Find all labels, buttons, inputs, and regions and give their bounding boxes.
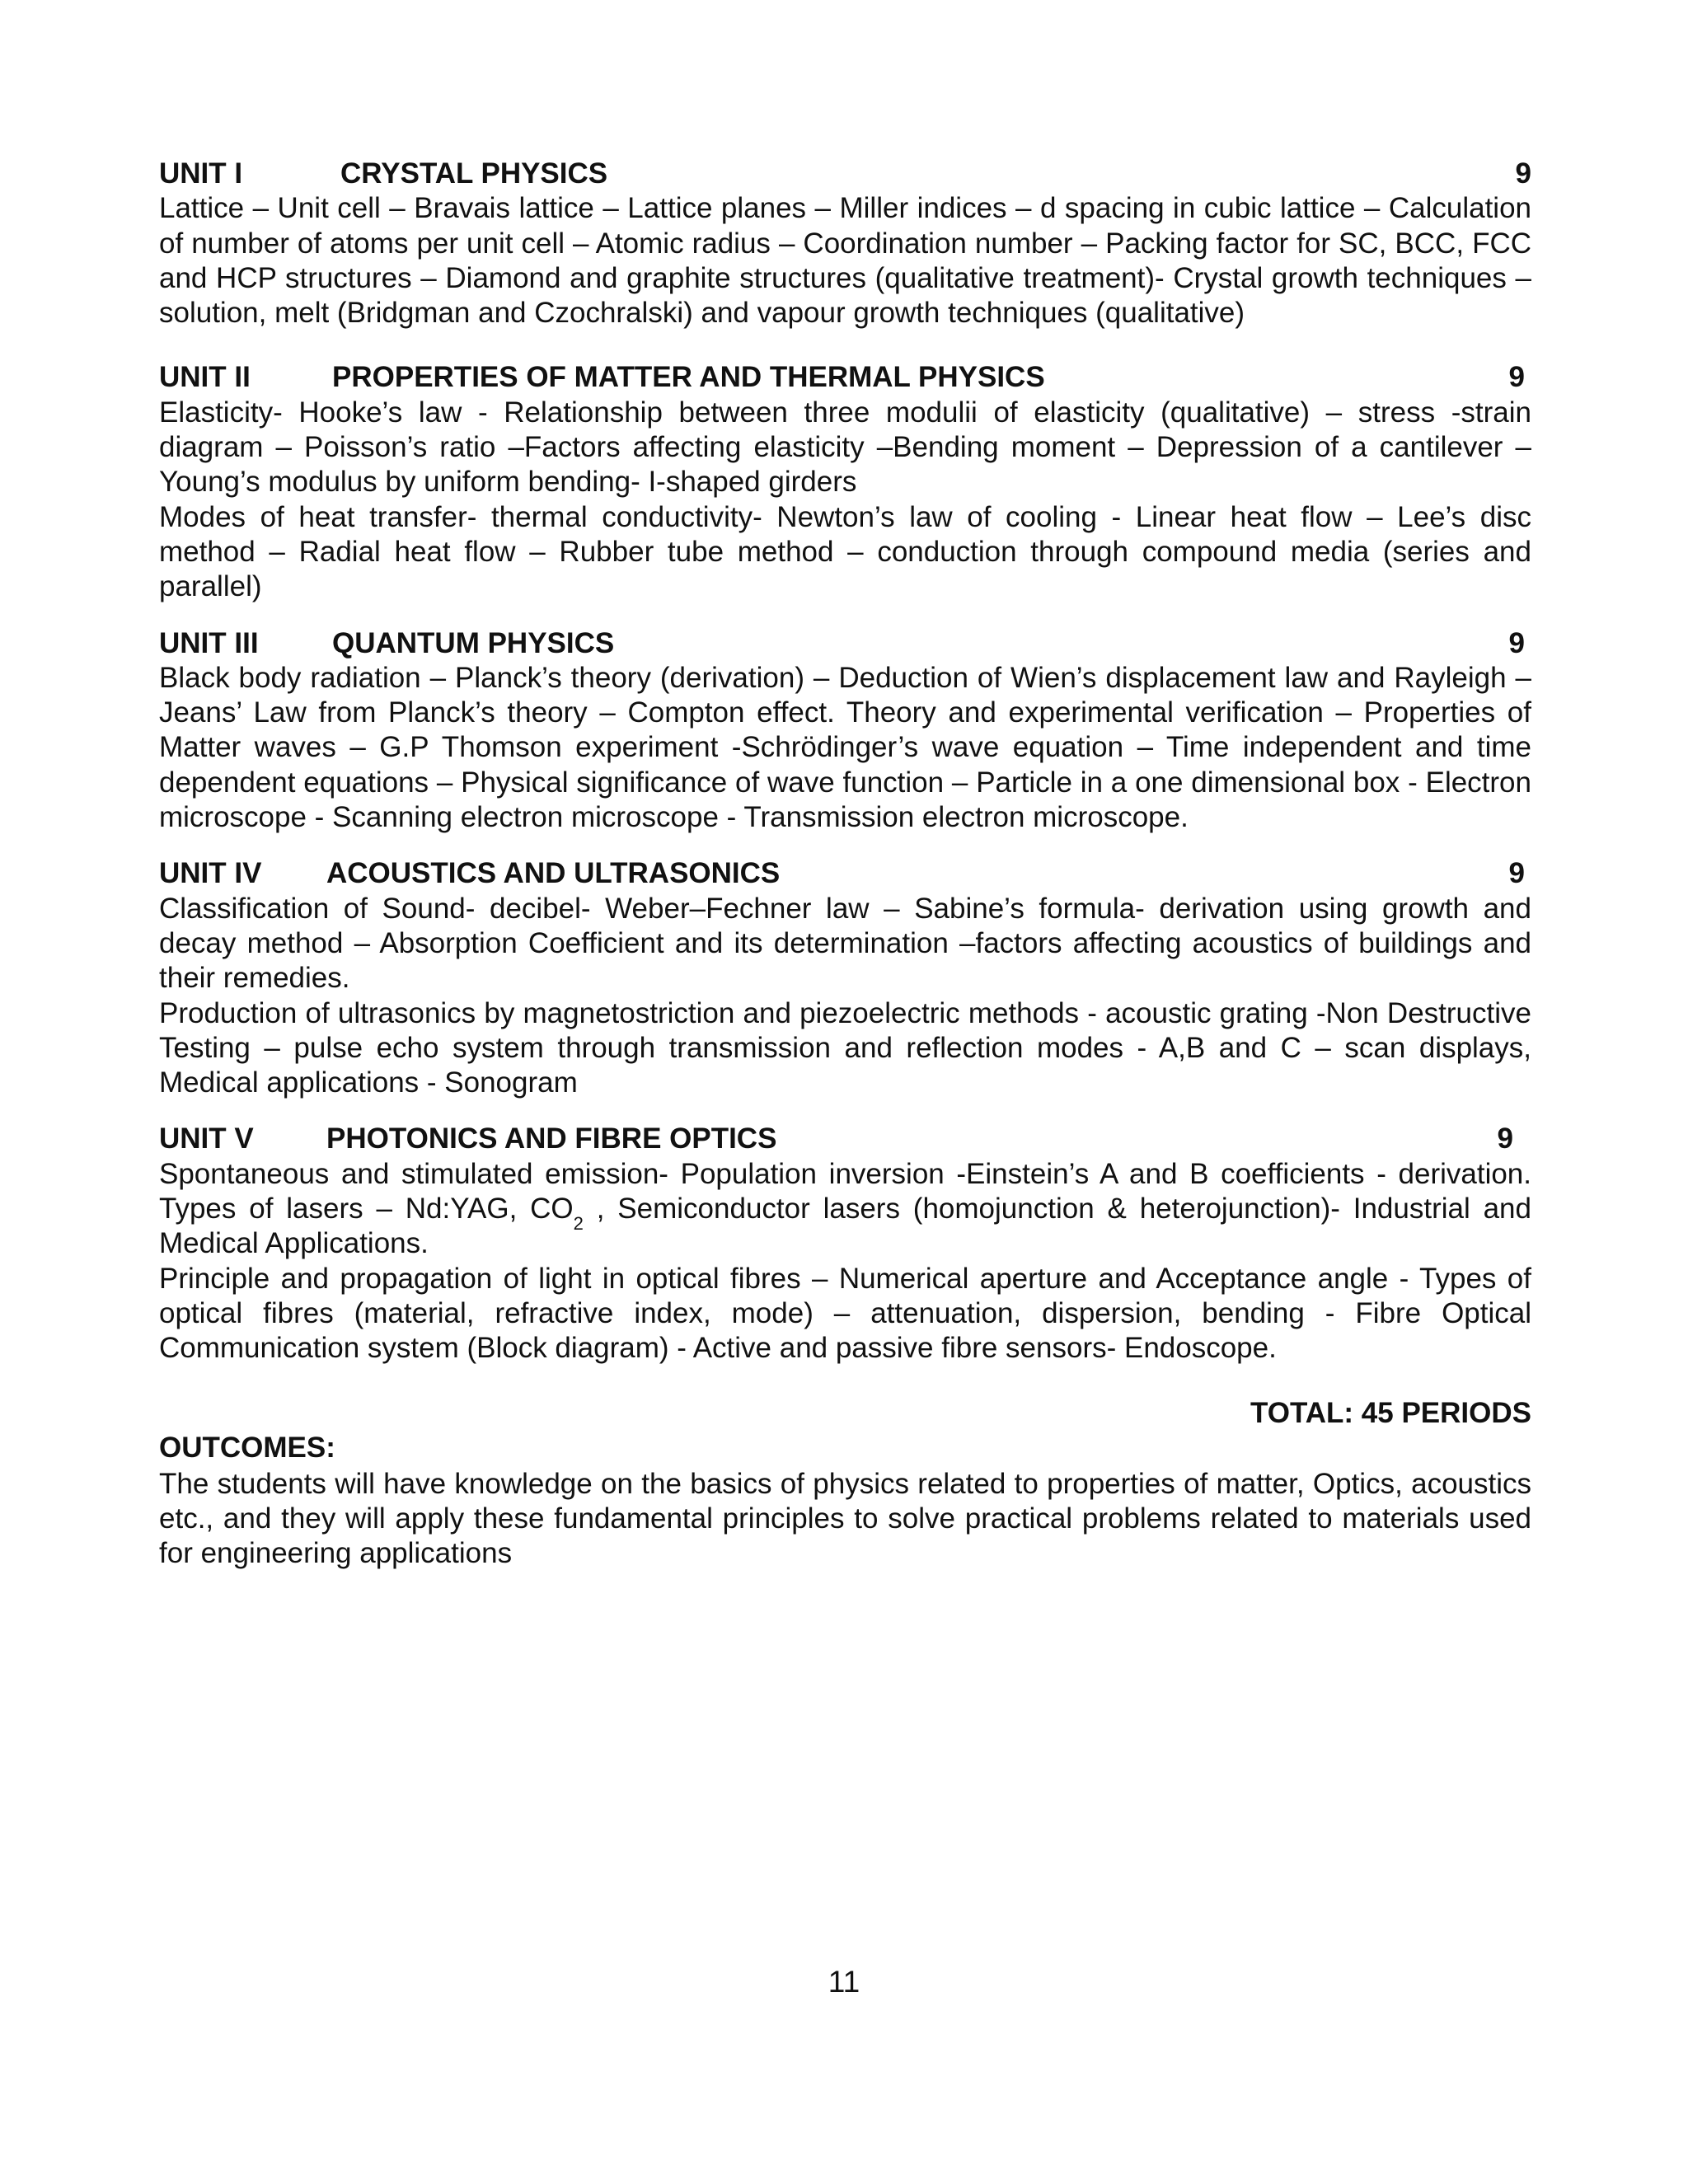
unit-2-paragraph-elasticity: Elasticity- Hooke’s law - Relationship between three modulii of elasticity (qualitative) – stress -strain diagram – Poisson’s ratio –Factors affecting elasticity –Bending moment – Depression of a cantilever –Young’s modulus by uniform bending- I-shaped girders [159, 396, 1531, 499]
unit-1-paragraph: Lattice – Unit cell – Bravais lattice – Lattice planes – Miller indices – d spacing in cubic lattice – Calculation of number of atoms per unit cell – Atomic radius – Coordination number – Packing factor for SC, BCC, FCC and HCP structures – Diamond and graphite structures (qualitative treatment)- Crystal growth techniques –solution, melt (Bridgman and Czochralski) and vapour growth techniques (qualitative) [159, 192, 1531, 330]
unit-4-section [159, 856, 1531, 1100]
unit-3-hours: 9 [1508, 626, 1525, 659]
unit-2-section [159, 360, 1531, 604]
unit-4-heading [159, 856, 1531, 891]
unit-1-heading [159, 157, 1531, 191]
unit-5-number: UNIT V [159, 1122, 254, 1155]
unit-2-hours: 9 [1508, 361, 1525, 394]
unit-1-number: UNIT I [159, 157, 243, 190]
unit-4-number: UNIT IV [159, 857, 262, 890]
unit-3-number: UNIT III [159, 626, 259, 659]
unit-5-heading [159, 1122, 1531, 1156]
outcomes-heading: OUTCOMES: [159, 1431, 335, 1464]
unit-3-title: QUANTUM PHYSICS [332, 626, 615, 659]
unit-5-title: PHOTONICS AND FIBRE OPTICS [326, 1122, 777, 1155]
unit-1-section [159, 157, 1531, 330]
unit-2-heading [159, 360, 1531, 395]
unit-5-lasers-text-b: , Semiconductor lasers (homojunction & heterojunction)- Industrial and Medical Applications. [159, 1193, 1531, 1260]
outcomes-text: The students will have knowledge on the basics of physics related to properties of matter, Optics, acoustics etc., and they will apply these fundamental principles to solve practical problems related to materials used for engineering applications [159, 1467, 1531, 1570]
page-number: 11 [828, 1965, 860, 1999]
unit-5-hours: 9 [1497, 1122, 1513, 1155]
unit-4-paragraph-ultrasonics: Production of ultrasonics by magnetostriction and piezoelectric methods - acoustic grating -Non Destructive Testing – pulse echo system through transmission and reflection modes - A,B and C – scan displays, Medical applications - Sonogram [159, 996, 1531, 1099]
unit-3-section [159, 626, 1531, 836]
co2-subscript: 2 [573, 1213, 584, 1235]
unit-5-lasers-text-a: Spontaneous and stimulated emission- Population inversion -Einstein’s A and B coefficients - derivation. Types of lasers – Nd:YAG, CO [159, 1157, 1531, 1226]
syllabus-content [159, 157, 1531, 1571]
unit-2-paragraph-heat: Modes of heat transfer- thermal conductivity- Newton’s law of cooling - Linear heat flow – Lee’s disc method – Radial heat flow – Rubber tube method – conduction through compound media (series and parallel) [159, 500, 1531, 603]
total-periods: TOTAL: 45 PERIODS [1250, 1396, 1531, 1429]
unit-5-section [159, 1122, 1531, 1366]
unit-3-paragraph: Black body radiation – Planck’s theory (derivation) – Deduction of Wien’s displacement law and Rayleigh – Jeans’ Law from Planck’s theory – Compton effect. Theory and experimental verification – Properties of Matter waves – G.P Thomson experiment -Schrödinger’s wave equation – Time independent and time dependent equations – Physical significance of wave function – Particle in a one dimensional box - Electron microscope - Scanning electron microscope - Transmission electron microscope. [159, 661, 1531, 834]
unit-5-paragraph-fibres: Principle and propagation of light in optical fibres – Numerical aperture and Acceptance angle - Types of optical fibres (material, refractive index, mode) – attenuation, dispersion, bending - Fibre Optical Communication system (Block diagram) - Active and passive fibre sensors- Endoscope. [159, 1262, 1531, 1365]
unit-5-paragraph-lasers [159, 1157, 1531, 1262]
unit-4-paragraph-sound: Classification of Sound- decibel- Weber–Fechner law – Sabine’s formula- derivation using growth and decay method – Absorption Coefficient and its determination –factors affecting acoustics of buildings and their remedies. [159, 892, 1531, 995]
unit-4-hours: 9 [1508, 857, 1525, 890]
unit-2-title: PROPERTIES OF MATTER AND THERMAL PHYSICS [332, 361, 1045, 394]
unit-4-title: ACOUSTICS AND ULTRASONICS [326, 857, 781, 890]
unit-3-heading [159, 626, 1531, 661]
unit-1-hours: 9 [1515, 157, 1531, 190]
unit-2-number: UNIT II [159, 361, 251, 394]
unit-1-title: CRYSTAL PHYSICS [340, 157, 608, 190]
